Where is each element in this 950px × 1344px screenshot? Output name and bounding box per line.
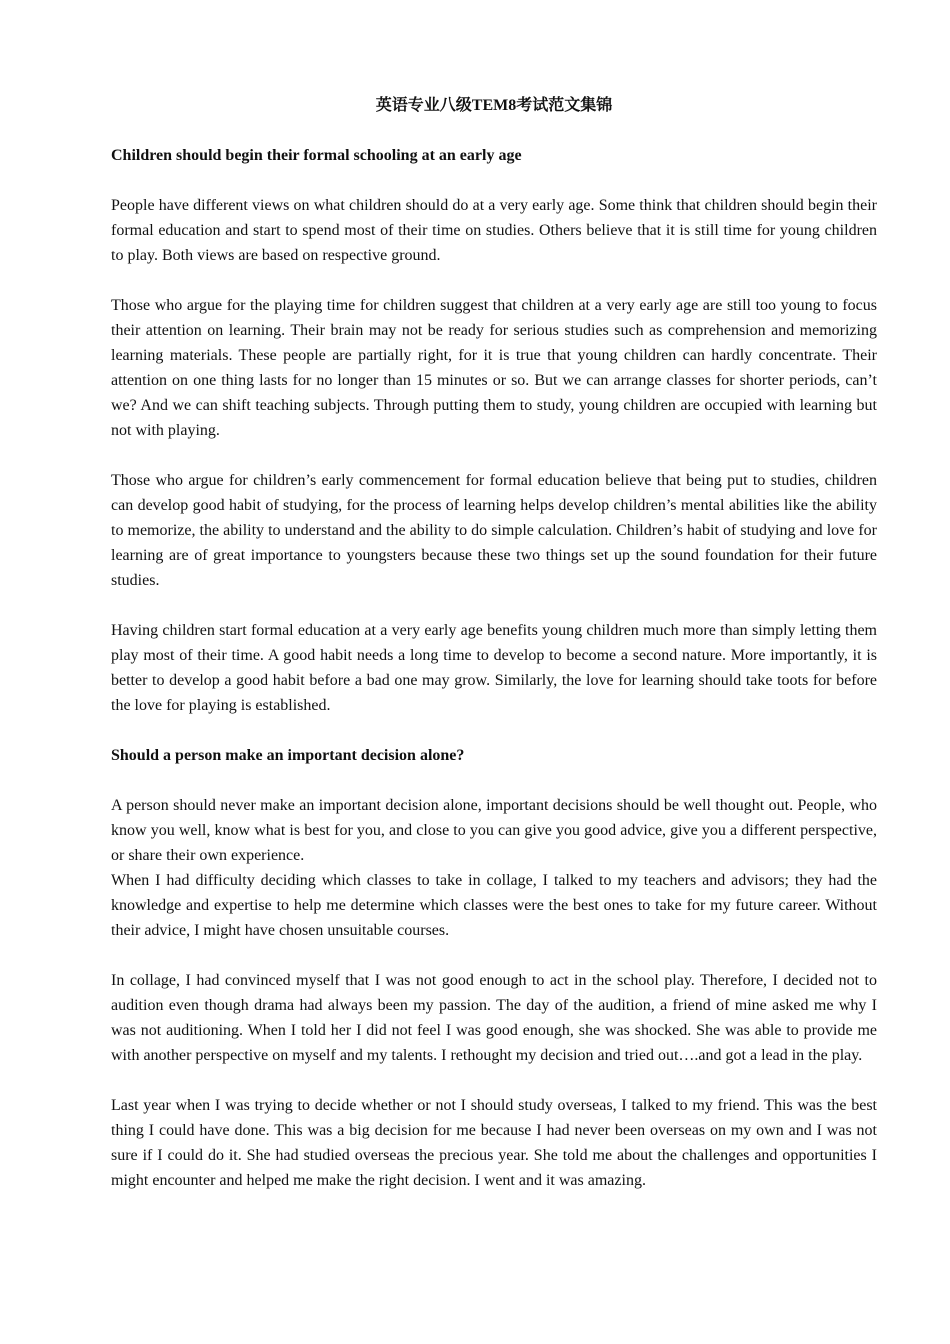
paragraph: In collage, I had convinced myself that I was not good enough to act in the school play. Therefore, I decided not to audition even though drama had always been my passion. The day of the audition, a friend of mine asked me why I was not auditioning. When I told her I did not feel I was good enough, she was shocked. She was able to provide me with another perspective on myself and my talents. I rethought my decision and tried out….and got a lead in the play. bbox=[111, 972, 877, 1064]
document-page bbox=[111, 93, 877, 1218]
paragraph: Those who argue for the playing time for children suggest that children at a very early age are still too young to focus their attention on learning. Their brain may not be ready for serious studies such as comprehension and memorizing learning materials. These people are partially right, for it is true that young children can hardly concentrate. Their attention on one thing lasts for no longer than 15 minutes or so. But we can arrange classes for shorter periods, can’t we? And we can shift teaching subjects. Through putting them to study, young children are occupied with learning but not with playing. bbox=[111, 297, 877, 439]
paragraph: Last year when I was trying to decide whether or not I should study overseas, I talked to my friend. This was the best thing I could have done. This was a big decision for me because I had never been overseas on my own and I was not sure if I could do it. She had studied overseas the precious year. She told me about the challenges and opportunities I might encounter and helped me make the right decision. I went and it was amazing. bbox=[111, 1097, 877, 1189]
paragraph: When I had difficulty deciding which classes to take in collage, I talked to my teachers and advisors; they had the knowledge and expertise to help me determine which classes were the best ones to take for my future career. Without their advice, I might have chosen unsuitable courses. bbox=[111, 872, 877, 939]
document-title: 英语专业八级TEM8考试范文集锦 bbox=[375, 97, 613, 114]
paragraph: Those who argue for children’s early commencement for formal education believe that being put to studies, children can develop good habit of studying, for the process of learning helps develop children’s mental abilities like the ability to memorize, the ability to understand and the ability to do simple calculation. Children’s habit of studying and love for learning are of great importance to youngsters because these two things set up the sound foundation for their future studies. bbox=[111, 472, 877, 589]
paragraph: A person should never make an important decision alone, important decisions should be well thought out. People, who know you well, know what is best for you, and close to you can give you good advice, give you a different perspective, or share their own experience. bbox=[111, 797, 877, 864]
paragraph: People have different views on what children should do at a very early age. Some think that children should begin their formal education and start to spend most of their time on studies. Others believe that it is still time for young children to play. Both views are based on respective ground. bbox=[111, 197, 877, 264]
paragraph: Having children start formal education at a very early age benefits young children much more than simply letting them play most of their time. A good habit needs a long time to develop to become a second nature. More importantly, it is better to develop a good habit before a bad one may grow. Similarly, the love for learning should take toots for before the love for playing is established. bbox=[111, 622, 877, 714]
section-heading: Children should begin their formal schooling at an early age bbox=[111, 147, 522, 164]
section-heading: Should a person make an important decision alone? bbox=[111, 747, 465, 764]
